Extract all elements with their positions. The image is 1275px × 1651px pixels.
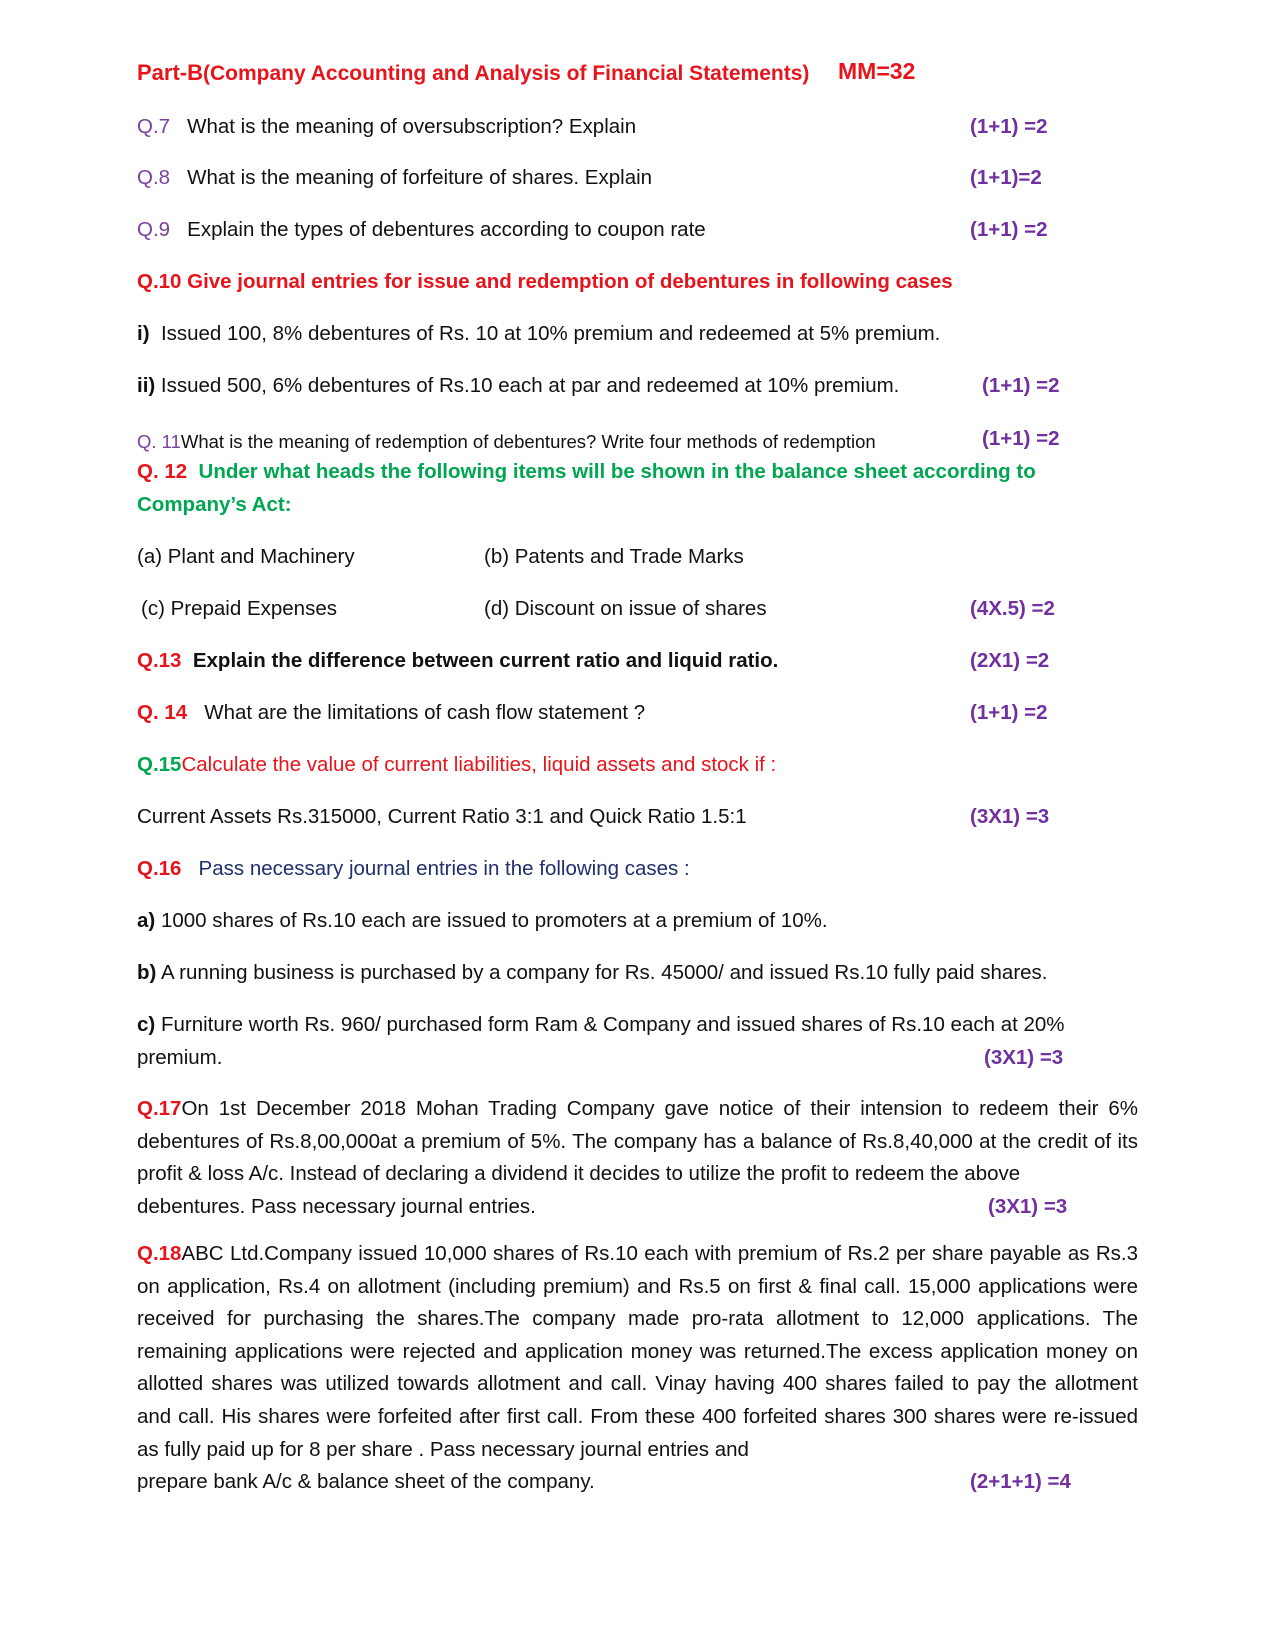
question-12-marks: (4X.5) =2	[970, 597, 1055, 620]
question-12-item-c: (c) Prepaid Expenses	[141, 597, 337, 620]
question-17-last-line	[137, 1191, 1138, 1224]
item-text: A running business is purchased by a company for Rs. 45000/ and issued Rs.10 fully paid shares.	[160, 961, 1048, 984]
question-number: Q.15	[137, 753, 182, 776]
question-10-part-ii	[137, 376, 899, 397]
item-text: Issued 500, 6% debentures of Rs.10 each at par and redeemed at 10% premium.	[160, 374, 900, 397]
question-14-marks: (1+1) =2	[970, 701, 1048, 724]
question-number: Q. 11	[137, 431, 181, 452]
question-number: Q.9	[137, 218, 171, 241]
part-label: Part-B	[137, 60, 204, 85]
question-number: Q.16	[137, 857, 182, 880]
item-label: a)	[137, 909, 156, 932]
question-15	[137, 755, 776, 776]
item-label: ii)	[137, 374, 156, 397]
question-17	[137, 1093, 1138, 1223]
question-13-marks: (2X1) =2	[970, 649, 1050, 672]
question-16-item-a	[137, 911, 828, 932]
question-18-marks: (2+1+1) =4	[970, 1470, 1071, 1494]
question-11	[137, 431, 876, 453]
question-text-end: debentures. Pass necessary journal entries.	[137, 1194, 536, 1218]
question-number: Q.13	[137, 649, 182, 672]
question-16-item-c-continued: premium.	[137, 1046, 223, 1069]
question-text: Calculate the value of current liabilities, liquid assets and stock if :	[181, 753, 777, 776]
question-16-item-c	[137, 1015, 1065, 1036]
question-number: Q.18	[137, 1242, 182, 1265]
question-text: What are the limitations of cash flow statement ?	[204, 701, 646, 724]
question-12-line-1	[137, 462, 1036, 483]
item-label: c)	[137, 1013, 156, 1036]
question-text-end: prepare bank A/c & balance sheet of the company.	[137, 1470, 595, 1494]
question-number: Q.7	[137, 115, 171, 138]
question-text: Pass necessary journal entries in the following cases :	[198, 857, 690, 880]
question-18-body	[137, 1238, 1138, 1466]
question-17-marks: (3X1) =3	[988, 1194, 1068, 1218]
part-heading	[137, 60, 809, 86]
question-18-last-line	[137, 1466, 1138, 1499]
item-label: b)	[137, 961, 157, 984]
item-text: Furniture worth Rs. 960/ purchased form Ram & Company and issued shares of Rs.10 each at 20%	[160, 1013, 1065, 1036]
question-16-marks: (3X1) =3	[984, 1046, 1064, 1069]
item-text: Issued 100, 8% debentures of Rs. 10 at 10% premium and redeemed at 5% premium.	[160, 322, 941, 345]
question-text: Under what heads the following items will be shown in the balance sheet according to	[198, 460, 1036, 483]
question-number: Q. 14	[137, 701, 188, 724]
question-17-body	[137, 1093, 1138, 1191]
question-12-line-2: Company’s Act:	[137, 493, 292, 516]
question-text: Explain the types of debentures according to coupon rate	[187, 218, 706, 241]
question-7-marks: (1+1) =2	[970, 115, 1048, 138]
question-10-marks: (1+1) =2	[982, 374, 1060, 397]
question-text: ABC Ltd.Company issued 10,000 shares of Rs.10 each with premium of Rs.2 per share payable as Rs.3 on application, Rs.4 on allotment (including premium) and Rs.5 on first & final call. 15,000 applications were received for purchasing the shares.The company made pro-rata allotment to 12,000 applications. The remaining applications were rejected and application money was returned.The excess application money on allotted shares was utilized towards allotment and call. Vinay having 400 shares failed to pay the allotment and call. His shares were forfeited after first call. From these 400 forfeited shares 300 shares were re-issued as fully paid up for 8 per share . Pass necessary journal entries and	[137, 1242, 1138, 1461]
question-10-part-i	[137, 324, 940, 345]
question-16-item-b	[137, 963, 1048, 984]
question-text: What is the meaning of forfeiture of shares. Explain	[187, 166, 653, 189]
question-number: Q.17	[137, 1097, 182, 1120]
question-9-marks: (1+1) =2	[970, 218, 1048, 241]
item-label: i)	[137, 322, 150, 345]
question-13	[137, 651, 778, 672]
part-title: (Company Accounting and Analysis of Financial Statements)	[203, 62, 810, 85]
question-8-marks: (1+1)=2	[970, 166, 1042, 189]
question-text: What is the meaning of oversubscription? Explain	[187, 115, 637, 138]
question-number: Q.8	[137, 166, 171, 189]
question-number: Q. 12	[137, 460, 188, 483]
question-8	[137, 168, 652, 189]
question-12-item-a: (a) Plant and Machinery	[137, 545, 355, 568]
question-18	[137, 1238, 1138, 1499]
question-text: Explain the difference between current ratio and liquid ratio.	[192, 649, 779, 672]
question-14	[137, 703, 645, 724]
max-marks: MM=32	[838, 58, 916, 84]
question-16	[137, 859, 690, 880]
question-12-item-d: (d) Discount on issue of shares	[484, 597, 767, 620]
question-15-marks: (3X1) =3	[970, 805, 1050, 828]
question-10-heading: Q.10 Give journal entries for issue and redemption of debentures in following cases	[137, 270, 953, 293]
question-12-item-b: (b) Patents and Trade Marks	[484, 545, 744, 568]
question-text: On 1st December 2018 Mohan Trading Company gave notice of their intension to redeem their 6% debentures of Rs.8,00,000at a premium of 5%. The company has a balance of Rs.8,40,000 at the credit of its profit & loss A/c. Instead of declaring a dividend it decides to utilize the profit to redeem the above	[137, 1097, 1138, 1186]
item-text: 1000 shares of Rs.10 each are issued to promoters at a premium of 10%.	[160, 909, 828, 932]
question-text: What is the meaning of redemption of debentures? Write four methods of redemption	[180, 431, 876, 452]
question-15-data: Current Assets Rs.315000, Current Ratio 3:1 and Quick Ratio 1.5:1	[137, 805, 747, 828]
question-7	[137, 117, 636, 138]
question-9	[137, 220, 706, 241]
question-11-marks: (1+1) =2	[982, 427, 1060, 450]
